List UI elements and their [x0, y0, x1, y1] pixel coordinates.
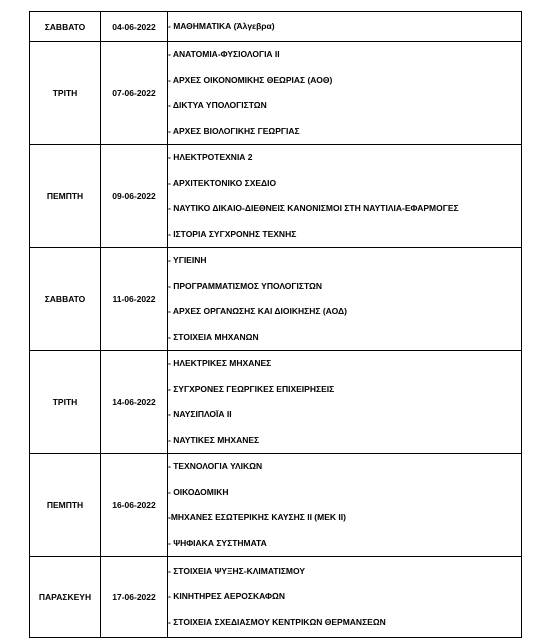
day-cell: ΣΑΒΒΑΤΟ — [30, 248, 101, 351]
subject-item: - ΥΓΙΕΙΝΗ — [168, 255, 207, 265]
subjects-cell — [168, 12, 522, 42]
subjects-cell — [168, 145, 522, 248]
subject-item: - ΣΤΟΙΧΕΙΑ ΣΧΕΔΙΑΣΜΟΥ ΚΕΝΤΡΙΚΩΝ ΘΕΡΜΑΝΣΕΩΝ — [168, 616, 386, 627]
subject-item: - ΤΕΧΝΟΛΟΓΙΑ ΥΛΙΚΩΝ — [168, 461, 263, 471]
date-cell: 09-06-2022 — [101, 145, 168, 248]
subject-item: - ΗΛΕΚΤΡΙΚΕΣ ΜΗΧΑΝΕΣ — [168, 358, 272, 368]
date-cell: 11-06-2022 — [101, 248, 168, 351]
table-row — [30, 42, 522, 145]
subject-item: - ΝΑΥΣΙΠΛΟΪΑ ΙΙ — [168, 409, 232, 419]
date-cell: 07-06-2022 — [101, 42, 168, 145]
subject-item: - ΣΤΟΙΧΕΙΑ ΨΥΞΗΣ-ΚΛΙΜΑΤΙΣΜΟΥ — [168, 565, 306, 576]
table-row — [30, 351, 522, 454]
subjects-cell — [168, 42, 522, 145]
table-row — [30, 248, 522, 351]
day-cell: ΠΕΜΠΤΗ — [30, 454, 101, 557]
subject-item: - ΝΑΥΤΙΚΕΣ ΜΗΧΑΝΕΣ — [168, 434, 260, 445]
table-row — [30, 557, 522, 638]
table-row — [30, 145, 522, 248]
day-cell: ΠΑΡΑΣΚΕΥΗ — [30, 557, 101, 638]
subject-item: - ΗΛΕΚΤΡΟΤΕΧΝΙΑ 2 — [168, 152, 253, 162]
subjects-cell — [168, 351, 522, 454]
subjects-cell — [168, 454, 522, 557]
table-row — [30, 454, 522, 557]
subject-item: - ΑΡΧΕΣ ΟΡΓΑΝΩΣΗΣ ΚΑΙ ΔΙΟΙΚΗΣΗΣ (ΑΟΔ) — [168, 306, 347, 316]
subject-item: - ΣΤΟΙΧΕΙΑ ΜΗΧΑΝΩΝ — [168, 331, 259, 342]
day-cell: ΤΡΙΤΗ — [30, 42, 101, 145]
subject-item: -ΜΗΧΑΝΕΣ ΕΣΩΤΕΡΙΚΗΣ ΚΑΥΣΗΣ ΙΙ (ΜΕΚ ΙΙ) — [168, 512, 346, 522]
subject-item: - ΑΝΑΤΟΜΙΑ-ΦΥΣΙΟΛΟΓΙΑ ΙΙ — [168, 49, 280, 59]
subject-item: - ΑΡΧΕΣ ΒΙΟΛΟΓΙΚΗΣ ΓΕΩΡΓΙΑΣ — [168, 125, 300, 136]
day-cell: ΠΕΜΠΤΗ — [30, 145, 101, 248]
subjects-cell — [168, 557, 522, 638]
day-cell: ΤΡΙΤΗ — [30, 351, 101, 454]
subjects-cell — [168, 248, 522, 351]
subject-item: - ΠΡΟΓΡΑΜΜΑΤΙΣΜΟΣ ΥΠΟΛΟΓΙΣΤΩΝ — [168, 280, 322, 291]
subject-item: - ΑΡΧΕΣ ΟΙΚΟΝΟΜΙΚΗΣ ΘΕΩΡΙΑΣ (ΑΟΘ) — [168, 74, 333, 85]
date-cell: 04-06-2022 — [101, 12, 168, 42]
subject-item: - ΨΗΦΙΑΚΑ ΣΥΣΤΗΜΑΤΑ — [168, 537, 267, 548]
subject-item: - ΙΣΤΟΡΙΑ ΣΥΓΧΡΟΝΗΣ ΤΕΧΝΗΣ — [168, 228, 297, 239]
table-row — [30, 12, 522, 42]
date-cell: 17-06-2022 — [101, 557, 168, 638]
date-cell: 16-06-2022 — [101, 454, 168, 557]
subject-item: - ΟΙΚΟΔΟΜΙΚΗ — [168, 486, 229, 497]
day-cell: ΣΑΒΒΑΤΟ — [30, 12, 101, 42]
subject-item: - ΣΥΓΧΡΟΝΕΣ ΓΕΩΡΓΙΚΕΣ ΕΠΙΧΕΙΡΗΣΕΙΣ — [168, 383, 335, 394]
subject-item: - ΚΙΝΗΤΗΡΕΣ ΑΕΡΟΣΚΑΦΩΝ — [168, 591, 285, 602]
date-cell: 14-06-2022 — [101, 351, 168, 454]
subject-item: - ΔΙΚΤΥΑ ΥΠΟΛΟΓΙΣΤΩΝ — [168, 100, 267, 110]
subject-item: - ΝΑΥΤΙΚΟ ΔΙΚΑΙΟ-ΔΙΕΘΝΕΙΣ ΚΑΝΟΝΙΣΜΟΙ ΣΤΗ ΝΑΥΤΙΛΙΑ-ΕΦΑΡΜΟΓΕΣ — [168, 203, 459, 213]
subject-item: - ΜΑΘΗΜΑΤΙΚΑ (Άλγεβρα) — [168, 21, 275, 31]
subject-item: - ΑΡΧΙΤΕΚΤΟΝΙΚΟ ΣΧΕΔΙΟ — [168, 177, 277, 188]
exam-schedule-table — [29, 11, 522, 638]
